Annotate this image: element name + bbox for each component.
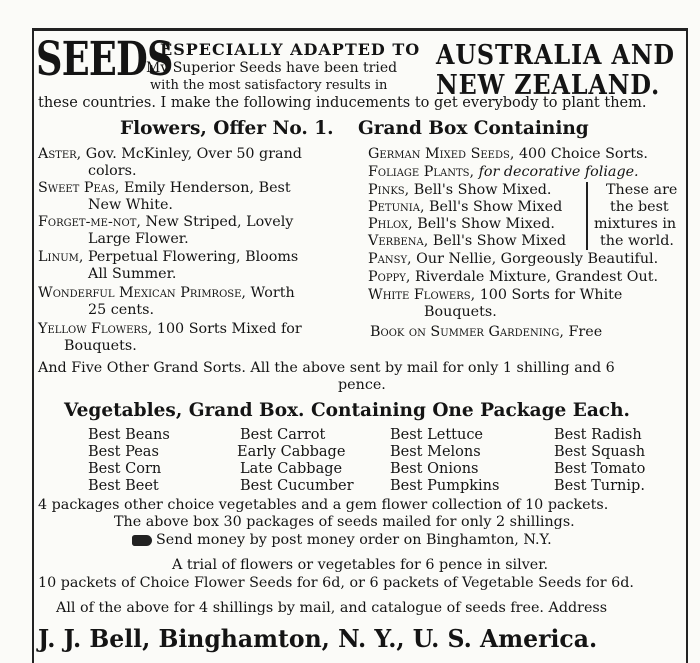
flower-item: Yellow Flowers, 100 Sorts Mixed for	[38, 321, 302, 337]
australia-heading: AUSTRALIA AND	[436, 40, 675, 71]
vegetable-item: Best Melons	[390, 444, 481, 460]
flower-item-cont: New White.	[88, 197, 173, 213]
vegetable-item: Best Corn	[88, 461, 162, 477]
flowers-footer-1: And Five Other Grand Sorts. All the above sent by mail for only 1 shilling and 6	[38, 360, 615, 376]
flower-item: Pinks, Bell's Show Mixed.	[368, 182, 552, 198]
flower-item-cont: colors.	[88, 163, 137, 179]
vegetable-item: Late Cabbage	[240, 461, 343, 477]
bracket-note-line: the world.	[600, 233, 674, 249]
header-line-1: My Superior Seeds have been tried	[146, 60, 398, 76]
header-line-3: these countries. I make the following inducements to get everybody to plant them.	[38, 95, 647, 111]
vegetable-item: Best Carrot	[240, 427, 326, 443]
trial-line-3: All of the above for 4 shillings by mail, and catalogue of seeds free. Address	[56, 600, 608, 616]
vegetable-item: Best Radish	[554, 427, 642, 443]
flower-item: Sweet Peas, Emily Henderson, Best	[38, 180, 291, 196]
vegetable-item: Best Turnip.	[554, 478, 645, 494]
vegetable-item: Early Cabbage	[237, 444, 346, 460]
vegetable-item: Best Pumpkins	[390, 478, 500, 494]
bracket-note-line: the best	[610, 199, 669, 215]
vegetable-item: Best Tomato	[554, 461, 646, 477]
bracket-note-line: mixtures in	[594, 216, 677, 232]
vegetable-item: Best Beet	[88, 478, 159, 494]
flower-item: German Mixed Seeds, 400 Choice Sorts.	[368, 146, 648, 162]
flower-item: Book on Summer Gardening, Free	[370, 324, 603, 340]
vegetable-item: Best Lettuce	[390, 427, 484, 443]
flower-item: Foliage Plants, for decorative foliage.	[368, 164, 639, 180]
flower-item: Forget-me-not, New Striped, Lovely	[38, 214, 294, 230]
subtitle: ESPECIALLY ADAPTED TO	[160, 40, 421, 59]
bracket-note-line: These are	[606, 182, 678, 198]
vegetable-item: Best Onions	[390, 461, 479, 477]
flower-item-cont: Bouquets.	[64, 338, 137, 354]
vegetables-title: Vegetables, Grand Box. Containing One Package Each.	[64, 400, 630, 421]
trial-line-2: 10 packets of Choice Flower Seeds for 6d, or 6 packets of Vegetable Seeds for 6d.	[38, 575, 634, 591]
flower-item-cont: All Summer.	[88, 266, 177, 282]
grand-box-title: Grand Box Containing	[358, 118, 589, 139]
new-zealand-heading: NEW ZEALAND.	[436, 70, 661, 101]
vegetable-item: Best Beans	[88, 427, 170, 443]
flower-item: Linum, Perpetual Flowering, Blooms	[38, 249, 299, 265]
flower-item: Pansy, Our Nellie, Gorgeously Beautiful.	[368, 251, 659, 267]
flower-item-cont: Bouquets.	[424, 304, 497, 320]
flower-item: Aster, Gov. McKinley, Over 50 grand	[38, 146, 302, 162]
seeds-heading: SEEDS	[36, 32, 173, 87]
flower-item: Phlox, Bell's Show Mixed.	[368, 216, 555, 232]
vegetables-line-2: The above box 30 packages of seeds mailed for only 2 shillings.	[114, 514, 575, 530]
flower-item: Wonderful Mexican Primrose, Worth	[38, 285, 295, 301]
pointing-hand-icon	[132, 535, 152, 546]
vegetables-line-3: Send money by post money order on Binghamton, N.Y.	[132, 532, 552, 548]
vegetable-item: Best Squash	[554, 444, 646, 460]
bracket-divider	[586, 182, 588, 250]
flower-item: Verbena, Bell's Show Mixed	[368, 233, 567, 249]
trial-line-1: A trial of flowers or vegetables for 6 pence in silver.	[172, 557, 549, 573]
vegetable-item: Best Peas	[88, 444, 159, 460]
flower-item-cont: Large Flower.	[88, 231, 189, 247]
flower-item: White Flowers, 100 Sorts for White	[368, 287, 623, 303]
vegetable-item: Best Cucumber	[240, 478, 354, 494]
flowers-title: Flowers, Offer No. 1.	[120, 118, 334, 139]
flower-item: Petunia, Bell's Show Mixed	[368, 199, 563, 215]
vegetables-line-1: 4 packages other choice vegetables and a gem flower collection of 10 packets.	[38, 497, 609, 513]
flower-item: Poppy, Riverdale Mixture, Grandest Out.	[368, 269, 658, 285]
advertiser-signature: J. J. Bell, Binghamton, N. Y., U. S. America.	[38, 624, 598, 653]
header-line-2: with the most satisfactory results in	[150, 78, 388, 93]
flowers-footer-2: pence.	[338, 377, 386, 393]
flower-item-cont: 25 cents.	[88, 302, 155, 318]
